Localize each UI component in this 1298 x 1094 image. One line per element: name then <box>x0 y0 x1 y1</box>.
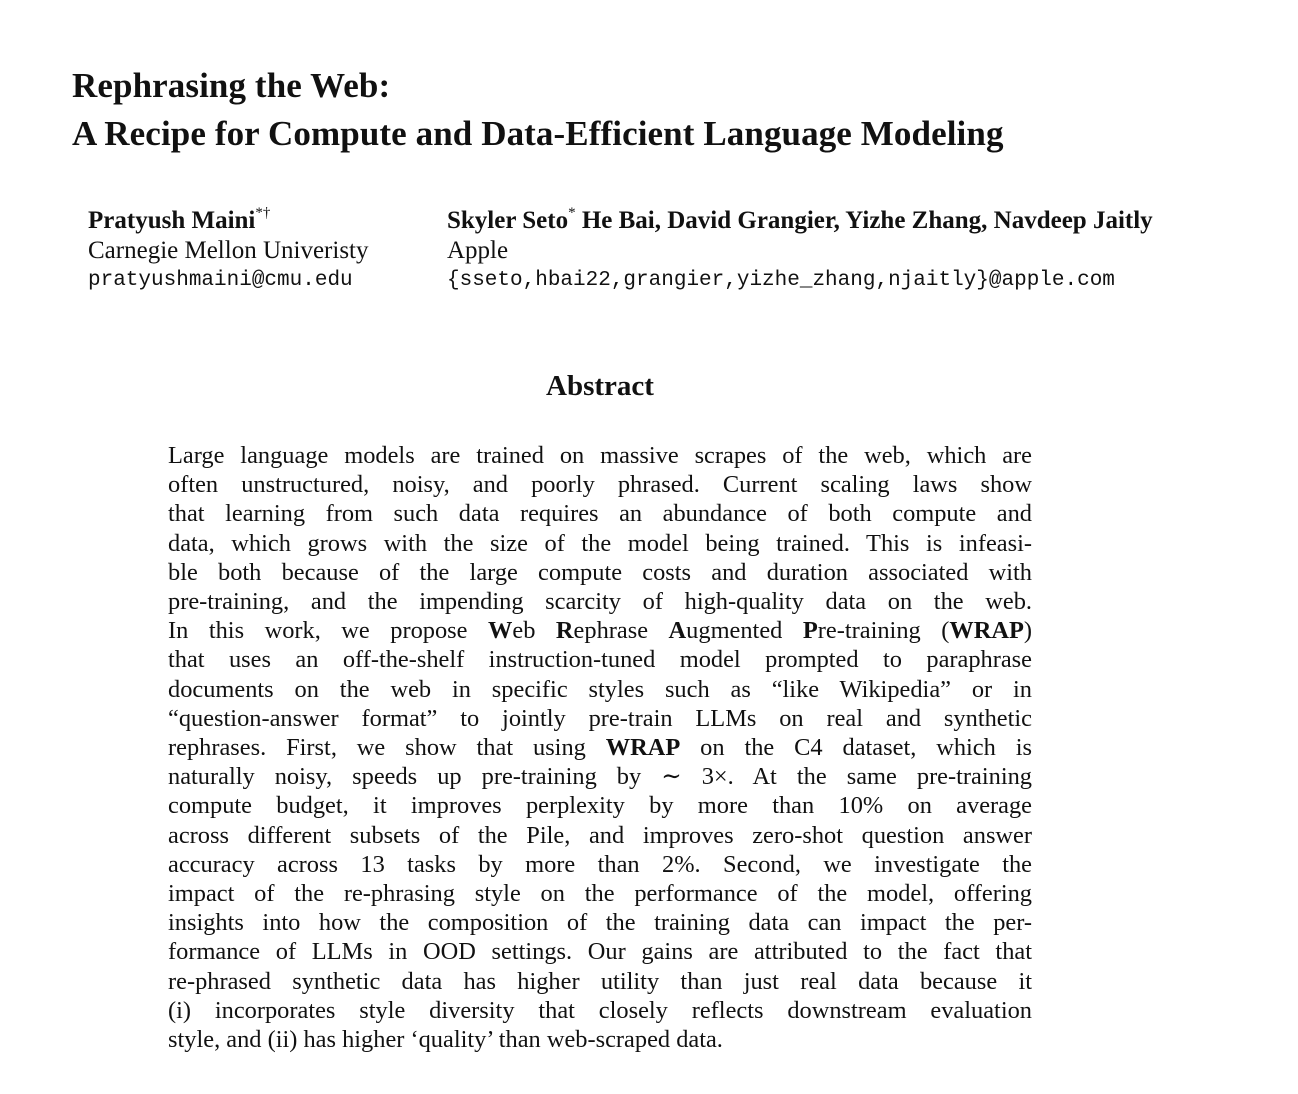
abstract-line: that learning from such data requires an abundance of both compute and <box>168 500 1032 528</box>
author-affiliation: Carnegie Mellon Univeristy <box>88 237 369 264</box>
author-mark: * <box>568 204 576 221</box>
abstract-line: accuracy across 13 tasks by more than 2%. Second, we investigate the <box>168 850 1032 878</box>
abstract-line: Large language models are trained on massive scrapes of the web, which are <box>168 442 1032 469</box>
abstract-line: data, which grows with the size of the model being trained. This is infeasi- <box>168 529 1032 557</box>
abstract-line: pre-training, and the impending scarcity of high-quality data on the web. <box>168 588 1032 616</box>
abstract-line: across different subsets of the Pile, and improves zero-shot question answer <box>168 821 1032 849</box>
abstract-line: rephrases. First, we show that using WRAP on the C4 dataset, which is <box>168 734 1032 762</box>
title-line-2: A Recipe for Compute and Data-Efficient Language Modeling <box>72 114 1004 153</box>
abstract-line: style, and (ii) has higher ‘quality’ than web-scraped data. <box>168 1026 723 1054</box>
abstract-line: formance of LLMs in OOD settings. Our gains are attributed to the fact that <box>168 938 1032 966</box>
abstract-line: documents on the web in specific styles such as “like Wikipedia” or in <box>168 675 1032 703</box>
abstract-line: ble both because of the large compute costs and duration associated with <box>168 558 1032 586</box>
abstract-line: (i) incorporates style diversity that closely reflects downstream evaluation <box>168 996 1032 1024</box>
author-name-maini: Pratyush Maini <box>88 207 256 234</box>
abstract-line: re-phrased synthetic data has higher utility than just real data because it <box>168 967 1032 995</box>
author-names-rest: He Bai, David Grangier, Yizhe Zhang, Navdeep Jaitly <box>575 207 1153 234</box>
author-email: {sseto,hbai22,grangier,yizhe_zhang,njaitly}@apple.com <box>447 269 1115 292</box>
abstract-line: impact of the re-phrasing style on the performance of the model, offering <box>168 880 1032 908</box>
abstract-line: often unstructured, noisy, and poorly phrased. Current scaling laws show <box>168 471 1032 499</box>
author-block-cmu <box>88 206 428 296</box>
abstract-line: that uses an off-the-shelf instruction-tuned model prompted to paraphrase <box>168 646 1032 674</box>
author-names <box>447 206 1267 236</box>
paper-title <box>72 62 1252 158</box>
author-name-seto: Skyler Seto <box>447 207 569 234</box>
abstract-line: In this work, we propose Web Rephrase Augmented Pre-training (WRAP) <box>168 617 1033 645</box>
author-affiliation: Apple <box>447 237 509 264</box>
abstract-line: compute budget, it improves perplexity by more than 10% on average <box>168 792 1032 820</box>
abstract-line: “question-answer format” to jointly pre-train LLMs on real and synthetic <box>168 704 1032 732</box>
title-line-1: Rephrasing the Web: <box>72 66 391 105</box>
author-names <box>88 206 428 236</box>
abstract-heading: Abstract <box>546 370 654 402</box>
abstract-line: naturally noisy, speeds up pre-training by ∼ 3×. At the same pre-training <box>168 763 1032 791</box>
author-email: pratyushmaini@cmu.edu <box>88 269 353 292</box>
author-mark: *† <box>255 204 271 221</box>
abstract-body <box>168 441 1032 1054</box>
abstract-line: insights into how the composition of the training data can impact the per- <box>168 909 1032 937</box>
author-block-apple <box>447 206 1267 296</box>
